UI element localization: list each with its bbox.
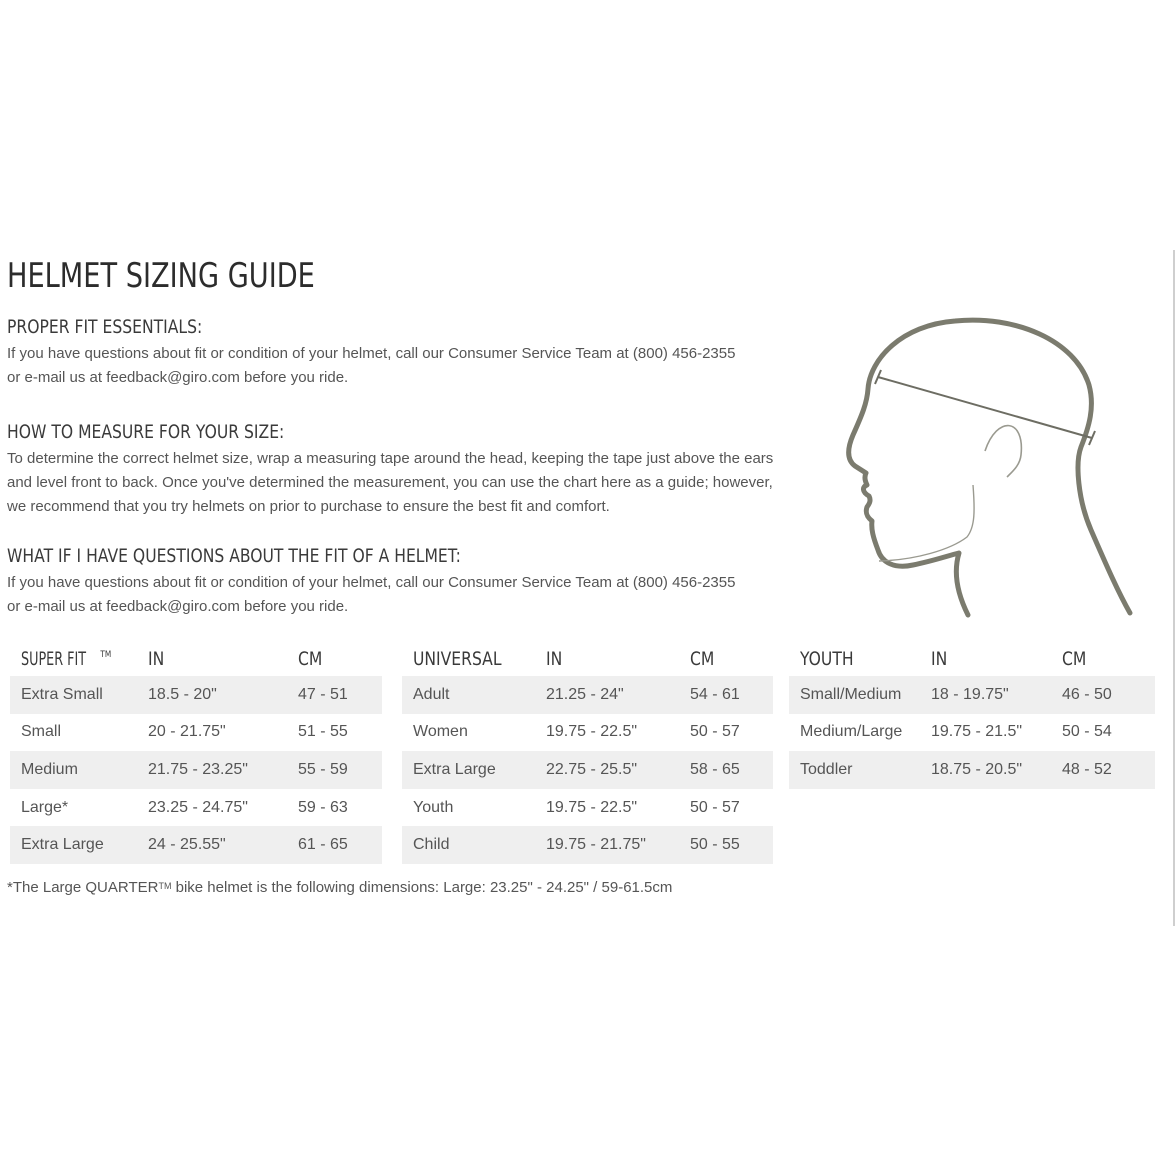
size-name: Medium <box>10 751 137 789</box>
size-name: Toddler <box>789 751 920 789</box>
section-heading: WHAT IF I HAVE QUESTIONS ABOUT THE FIT OF A HELMET: <box>7 545 461 567</box>
table-header-row <box>10 641 382 676</box>
size-cm: 48 - 52 <box>1051 751 1155 789</box>
trademark-mark: TM <box>158 881 172 891</box>
size-name: Medium/Large <box>800 723 903 741</box>
quarter-helmet-footnote: *The Large QUARTER™ bike helmet is the following dimensions: Large: 23.25" - 24.25" / 59-61.5cm <box>7 879 673 896</box>
table-name: YOUTH <box>800 647 854 670</box>
size-in: 22.75 - 25.5" <box>535 751 679 789</box>
table-row <box>789 676 1155 714</box>
column-header-in: IN <box>931 647 948 670</box>
size-in: 18.5 - 20" <box>137 676 287 714</box>
size-name: Extra Large <box>10 826 137 864</box>
size-name: Youth <box>413 798 454 816</box>
table-row <box>402 676 773 714</box>
table-row <box>10 789 382 827</box>
table-row <box>789 751 1155 789</box>
size-name: Large* <box>21 798 69 816</box>
universal-size-table <box>402 641 773 864</box>
table-header-row <box>402 641 773 676</box>
size-cm: 54 - 61 <box>679 676 773 714</box>
size-name: Small <box>21 723 62 741</box>
size-cm: 61 - 65 <box>287 826 382 864</box>
size-in: 21.75 - 23.25" <box>137 751 287 789</box>
trademark-mark: TM <box>100 649 112 660</box>
column-header-cm: CM <box>1062 647 1087 670</box>
head-profile-measuring-icon <box>835 315 1145 620</box>
size-in: 21.25 - 24" <box>535 676 679 714</box>
size-cm: 50 - 54 <box>1062 723 1112 741</box>
head-outline <box>849 320 1130 615</box>
size-in: 18 - 19.75" <box>920 676 1051 714</box>
table-row <box>402 714 773 752</box>
section-how-to-measure <box>7 421 797 519</box>
table-row <box>10 826 382 864</box>
size-cm: 50 - 57 <box>690 798 740 816</box>
section-heading: PROPER FIT ESSENTIALS: <box>7 316 203 338</box>
size-in: 19.75 - 21.5" <box>931 723 1023 741</box>
size-name: Small/Medium <box>789 676 920 714</box>
column-header-in: IN <box>148 647 165 670</box>
column-header-cm: CM <box>298 647 323 670</box>
jaw-line <box>879 485 974 561</box>
table-row <box>10 751 382 789</box>
table-row <box>789 714 1155 752</box>
size-in: 20 - 21.75" <box>148 723 226 741</box>
size-name: Extra Large <box>402 751 535 789</box>
size-cm: 50 - 57 <box>690 723 740 741</box>
size-name: Adult <box>402 676 535 714</box>
size-in: 24 - 25.55" <box>137 826 287 864</box>
table-row <box>402 751 773 789</box>
section-fit-questions <box>7 545 797 619</box>
size-in: 19.75 - 22.5" <box>546 798 638 816</box>
table-header-row <box>789 641 1155 676</box>
size-name: Extra Small <box>10 676 137 714</box>
size-cm: 58 - 65 <box>679 751 773 789</box>
section-body: To determine the correct helmet size, wrap a measuring tape around the head, keeping the tape just above the ears and level front to back. Once you've determined the measurement, you can use the chart here as a guide; however, we recommend that you try helmets on prior to purchase to ensure the best fit and comfort. <box>7 450 774 515</box>
size-name: Women <box>413 723 468 741</box>
table-row <box>10 676 382 714</box>
table-row <box>10 714 382 752</box>
size-in: 23.25 - 24.75" <box>148 798 248 816</box>
size-in: 19.75 - 21.75" <box>535 826 679 864</box>
ear-outline <box>985 426 1021 477</box>
right-edge-divider <box>1173 250 1175 926</box>
size-cm: 50 - 55 <box>679 826 773 864</box>
table-name: SUPER FIT ™ <box>21 647 112 670</box>
section-body: If you have questions about fit or condition of your helmet, call our Consumer Service Team at (800) 456-2355 or e-mail us at feedback@giro.com before you ride. <box>7 574 736 615</box>
size-cm: 55 - 59 <box>287 751 382 789</box>
size-name: Child <box>402 826 535 864</box>
section-heading: HOW TO MEASURE FOR YOUR SIZE: <box>7 421 285 443</box>
youth-size-table <box>789 641 1155 789</box>
size-cm: 47 - 51 <box>287 676 382 714</box>
table-name: UNIVERSAL <box>413 647 502 670</box>
size-cm: 46 - 50 <box>1051 676 1155 714</box>
size-cm: 59 - 63 <box>298 798 348 816</box>
section-body: If you have questions about fit or condition of your helmet, call our Consumer Service Team at (800) 456-2355 or e-mail us at feedback@giro.com before you ride. <box>7 345 736 386</box>
table-row <box>402 826 773 864</box>
table-row <box>402 789 773 827</box>
size-in: 18.75 - 20.5" <box>920 751 1051 789</box>
page-title: HELMET SIZING GUIDE <box>7 256 315 296</box>
measuring-tape-line <box>878 377 1092 438</box>
section-proper-fit <box>7 316 797 390</box>
size-in: 19.75 - 22.5" <box>546 723 638 741</box>
super-fit-size-table <box>10 641 382 864</box>
size-cm: 51 - 55 <box>298 723 348 741</box>
column-header-cm: CM <box>690 647 715 670</box>
column-header-in: IN <box>546 647 563 670</box>
